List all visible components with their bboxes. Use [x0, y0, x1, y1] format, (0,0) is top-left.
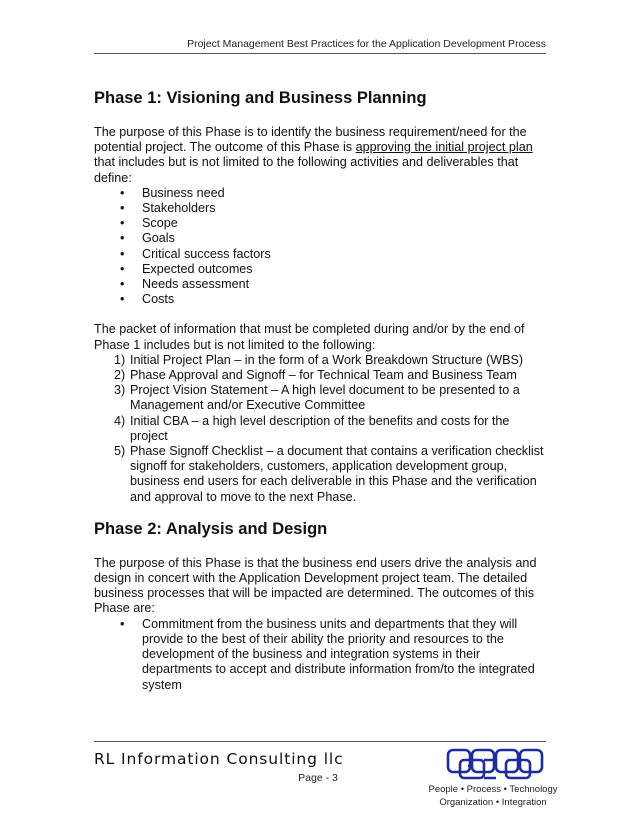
list-marker: 2) — [114, 368, 126, 383]
list-marker: 5) — [114, 444, 126, 459]
list-item: • Costs — [120, 292, 546, 307]
phase2-intro: The purpose of this Phase is that the business end users drive the analysis and design in concert with the Application Development project team. The detailed business processes that will be impacted are determined. The outcomes of this Phase are: — [94, 555, 537, 616]
list-item: • Business need — [120, 186, 546, 201]
list-marker: 4) — [114, 413, 126, 428]
list-item-text: Phase Approval and Signoff – for Technical Team and Business Team — [130, 368, 517, 383]
phase1-intro-underlined: approving the initial project plan — [355, 140, 533, 155]
list-item: • Goals — [120, 231, 546, 246]
list-item — [114, 414, 546, 444]
list-item — [114, 383, 546, 413]
phase2-heading: Phase 2: Analysis and Design — [94, 519, 328, 538]
list-item — [114, 353, 546, 368]
header-divider — [94, 53, 546, 54]
list-item: • Needs assessment — [120, 277, 546, 292]
phase1-intro-text: The purpose of this Phase is to identify the business requirement/need for the potential project. The outcome of this Phase is — [94, 125, 527, 155]
list-item-text: Project Vision Statement – A high level document to be presented to a Management and/or Executive Committee — [130, 383, 520, 413]
list-item-text: Initial Project Plan – in the form of a Work Breakdown Structure (WBS) — [130, 352, 524, 367]
list-item-text: Phase Signoff Checklist – a document that contains a verification checklist signoff for stakeholders, customers, application development group, business end users for each deliverable in this Phase and the verification and approval to move to the next Phase. — [130, 444, 544, 504]
spacer — [94, 307, 546, 322]
list-marker: 1) — [114, 352, 126, 367]
running-header: Project Management Best Practices for the Application Development Process — [187, 38, 546, 50]
company-name: RL Information Consulting llc — [94, 750, 344, 768]
page-content — [94, 88, 546, 693]
tagline-secondary: Organization • Integration — [439, 797, 547, 808]
phase1-intro — [94, 125, 546, 186]
spacer — [94, 505, 546, 519]
list-item: • Stakeholders — [120, 201, 546, 216]
list-marker: 3) — [114, 383, 126, 398]
company-logo-icon — [446, 744, 546, 782]
list-item: • Critical success factors — [120, 247, 546, 262]
list-item — [114, 444, 546, 505]
list-item: • Scope — [120, 216, 546, 231]
list-item: • Expected outcomes — [120, 262, 546, 277]
page-number: Page - 3 — [298, 772, 338, 784]
phase1-packet-list — [94, 353, 546, 505]
list-item — [114, 368, 546, 383]
list-item: • Commitment from the business units and departments that they will provide to the best of their ability the priority and resources to the development of the business and integration systems in their departments to accept and distribute information from/to the integrated system — [120, 617, 546, 693]
phase1-bullet-list — [94, 186, 546, 308]
phase1-intro-text-end: that includes but is not limited to the following activities and deliverables that define: — [94, 155, 519, 185]
phase1-packet-intro: The packet of information that must be completed during and/or by the end of Phase 1 includes but is not limited to the following: — [94, 322, 525, 352]
tagline-primary: People • Process • Technology — [428, 784, 558, 795]
phase2-bullet-list — [94, 617, 546, 693]
footer-divider — [94, 741, 546, 742]
list-item-text: Initial CBA – a high level description of the benefits and costs for the project — [130, 413, 510, 443]
phase1-heading: Phase 1: Visioning and Business Planning — [94, 89, 427, 107]
